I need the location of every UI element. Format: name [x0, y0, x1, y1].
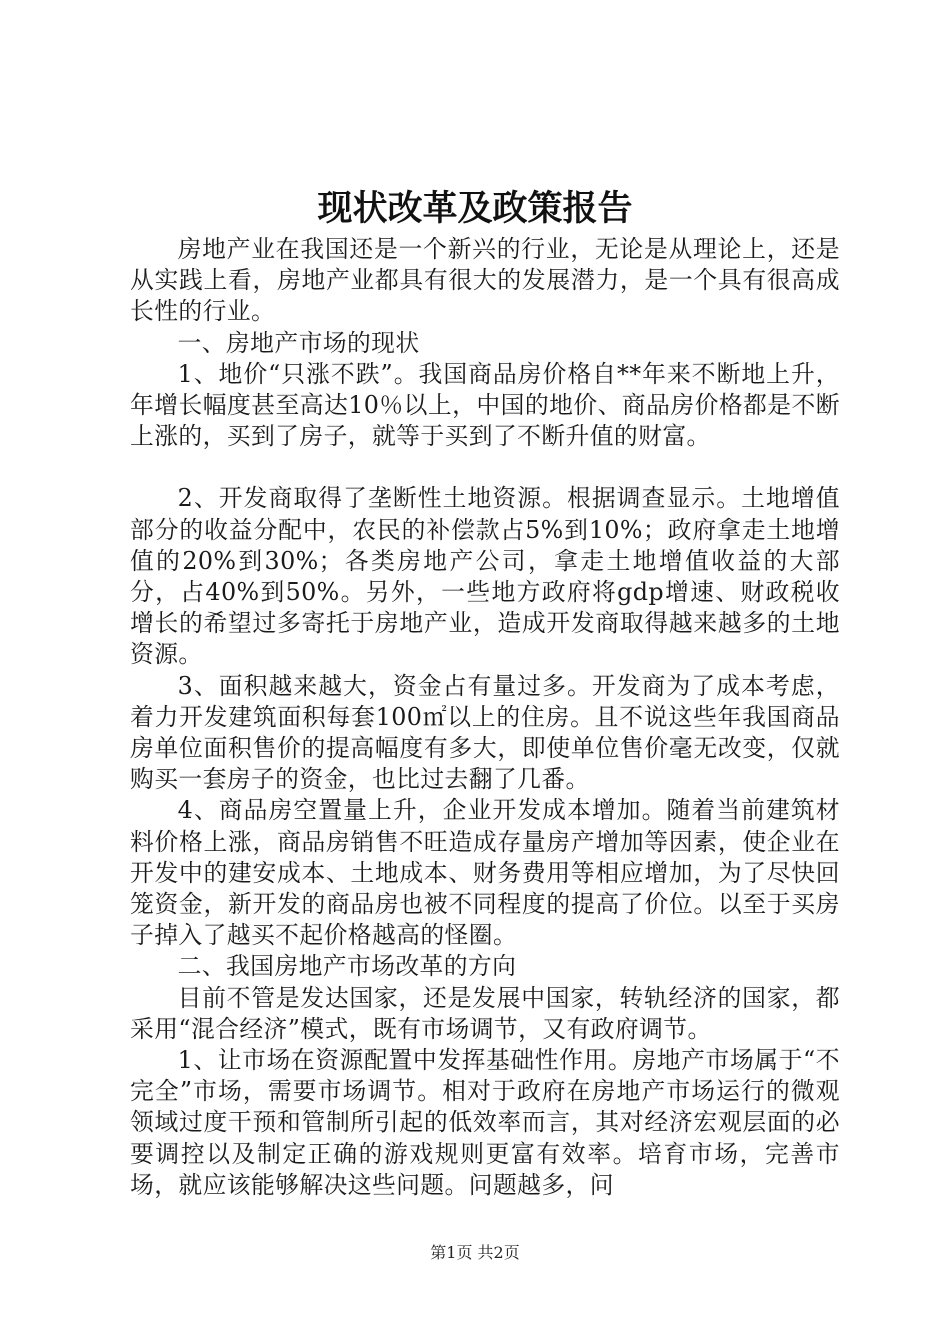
document-body	[130, 234, 840, 1201]
section-heading-1: 一、房地产市场的现状	[177, 328, 420, 357]
paragraph-mixed-economy: 目前不管是发达国家，还是发展中国家，转轨经济的国家，都采用“混合经济”模式，既有市场调节，又有政府调节。	[130, 983, 840, 1043]
paragraph-market-role: 1、让市场在资源配置中发挥基础性作用。房地产市场属于“不完全”市场，需要市场调节。相对于政府在房地产市场运行的微观领域过度干预和管制所引起的低效率而言，其对经济宏观层面的必要调控以及制定正确的游戏规则更富有效率。培育市场，完善市场，就应该能够解决这些问题。问题越多，问	[130, 1046, 840, 1199]
section-heading-2: 二、我国房地产市场改革的方向	[177, 952, 517, 981]
paragraph-vacancy-cost: 4、商品房空置量上升，企业开发成本增加。随着当前建筑材料价格上涨，商品房销售不旺造成存量房产增加等因素，使企业在开发中的建安成本、土地成本、财务费用等相应增加，为了尽快回笼资金，新开发的商品房也被不同程度的提高了价位。以至于买房子掉入了越买不起价格越高的怪圈。	[130, 796, 840, 950]
page-number-footer: 第1页 共2页	[430, 1243, 520, 1262]
paragraph-land-monopoly: 2、开发商取得了垄断性土地资源。根据调查显示。土地增值部分的收益分配中，农民的补偿款占5%到10%；政府拿走土地增值的20%到30%；各类房地产公司，拿走土地增值收益的大部分，占40%到50%。另外，一些地方政府将gdp增速、财政税收增长的希望过多寄托于房地产业，造成开发商取得越来越多的土地资源。	[130, 484, 840, 669]
paragraph-intro: 房地产业在我国还是一个新兴的行业，无论是从理论上，还是从实践上看，房地产业都具有很大的发展潜力，是一个具有很高成长性的行业。	[130, 235, 840, 326]
paragraph-area-capital: 3、面积越来越大，资金占有量过多。开发商为了成本考虑，着力开发建筑面积每套100㎡以上的住房。且不说这些年我国商品房单位面积售价的提高幅度有多大，即使单位售价毫无改变，仅就购买一套房子的资金，也比过去翻了几番。	[130, 671, 840, 794]
paragraph-land-price: 1、地价“只涨不跌”。我国商品房价格自**年来不断地上升，年增长幅度甚至高达10％以上，中国的地价、商品房价格都是不断上涨的，买到了房子，就等于买到了不断升值的财富。	[130, 359, 840, 451]
document-title: 现状改革及政策报告	[317, 188, 633, 229]
